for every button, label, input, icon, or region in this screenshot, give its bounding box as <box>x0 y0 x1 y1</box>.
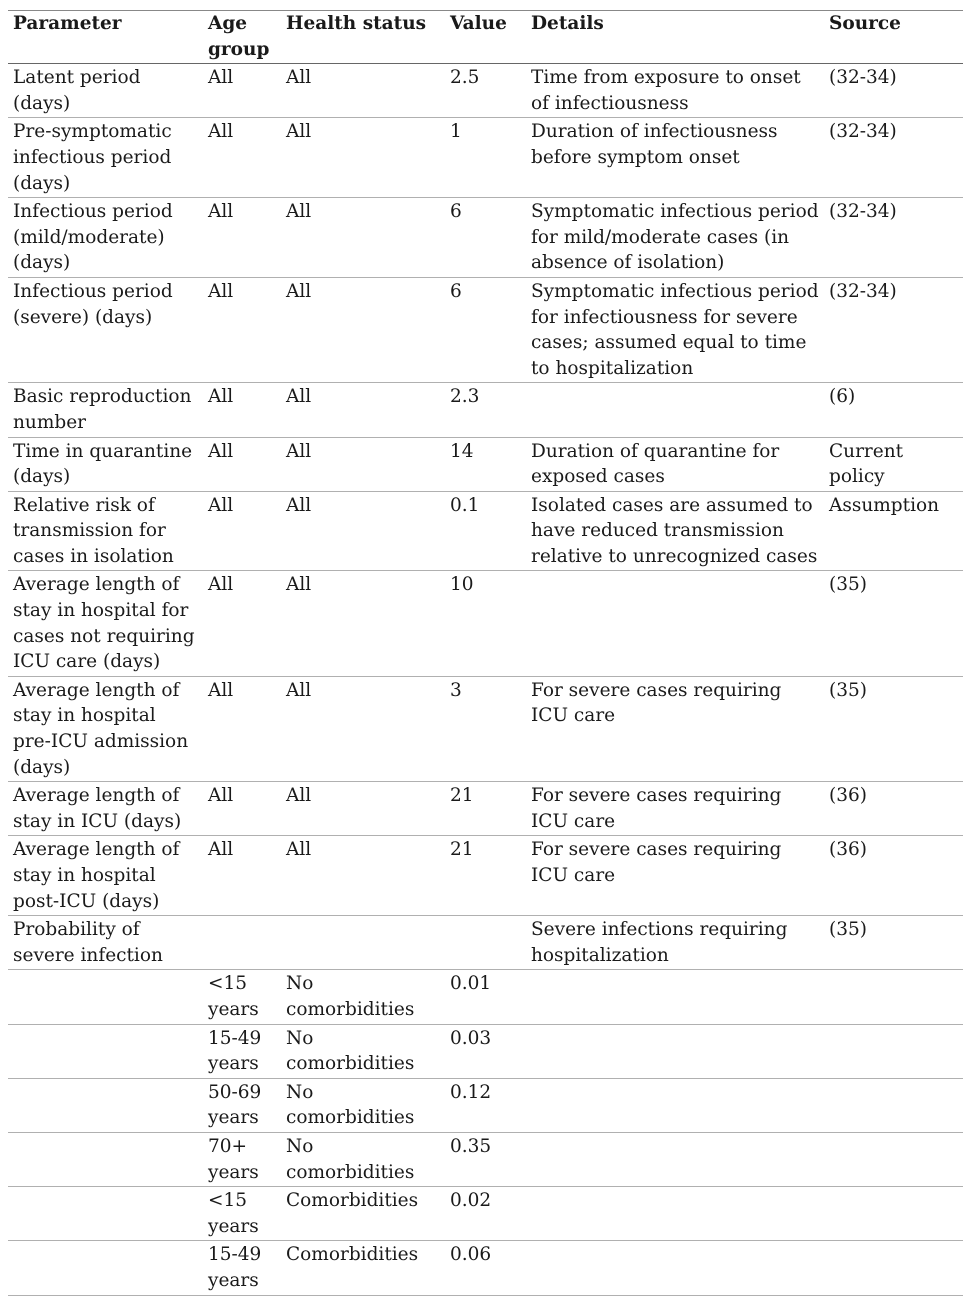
cell-source: (36) <box>829 785 867 807</box>
cell-health-status: All <box>286 839 312 861</box>
header-row <box>8 11 963 64</box>
cell-source: Current policy <box>829 440 904 488</box>
cell-parameter <box>8 1078 203 1132</box>
cell-value: 0.06 <box>450 1244 492 1266</box>
cell-value: 0.02 <box>450 1190 492 1212</box>
cell-details: Severe infections requiring hospitalization <box>531 919 788 966</box>
cell-health-status: All <box>286 121 312 143</box>
cell-value: 2.5 <box>450 67 480 89</box>
table-row <box>8 491 963 571</box>
cell-source <box>824 1078 963 1132</box>
cell-source: (32-34) <box>829 121 897 143</box>
cell-age-group: 15-49 years <box>208 1027 262 1075</box>
cell-parameter: Infectious period (severe) (days) <box>13 280 173 328</box>
cell-age-group: All <box>208 679 234 701</box>
cell-health-status: Comorbidities <box>286 1244 419 1266</box>
table-row <box>8 571 963 676</box>
cell-source: (36) <box>829 839 867 861</box>
cell-source: (6) <box>829 386 856 408</box>
cell-health-status: No comorbidities <box>286 1135 415 1183</box>
cell-health-status: No comorbidities <box>286 973 415 1020</box>
cell-details: For severe cases requiring ICU care <box>531 785 782 832</box>
cell-age-group: All <box>208 440 234 462</box>
table-row <box>8 782 963 836</box>
table-row <box>8 916 963 970</box>
cell-value: 6 <box>450 201 462 223</box>
cell-source <box>824 1187 963 1241</box>
table-row <box>8 383 963 437</box>
cell-parameter: Infectious period (mild/moderate) (days) <box>13 201 173 274</box>
cell-value: 10 <box>450 574 474 596</box>
cell-parameter: Average length of stay in hospital for cases not requiring ICU care (days) <box>13 574 195 673</box>
cell-age-group: All <box>208 386 234 408</box>
cell-source: (32-34) <box>829 280 897 302</box>
cell-details <box>526 571 824 676</box>
cell-health-status: No comorbidities <box>286 1027 415 1075</box>
cell-age-group: <15 years <box>208 1190 259 1237</box>
cell-age-group <box>203 916 281 970</box>
cell-age-group: All <box>208 574 234 596</box>
cell-age-group: All <box>208 785 234 807</box>
cell-parameter <box>8 1024 203 1078</box>
cell-details: Duration of infectiousness before symptom onset <box>531 121 778 168</box>
header-details: Details <box>531 13 604 34</box>
cell-health-status: All <box>286 440 312 462</box>
cell-value: 0.12 <box>450 1081 492 1103</box>
cell-details <box>526 1024 824 1078</box>
table-row <box>8 118 963 198</box>
cell-details <box>526 1132 824 1186</box>
header-source: Source <box>829 13 901 34</box>
cell-parameter: Probability of severe infection <box>13 919 163 966</box>
cell-value: 14 <box>450 440 474 462</box>
cell-age-group: All <box>208 67 234 89</box>
cell-parameter: Latent period (days) <box>13 67 141 114</box>
parameter-table-container <box>8 10 963 1296</box>
cell-details: Time from exposure to onset of infectiousness <box>531 67 801 114</box>
cell-health-status: All <box>286 280 312 302</box>
cell-source: (32-34) <box>829 67 897 89</box>
header-parameter: Parameter <box>13 13 122 34</box>
table-row <box>8 1187 963 1241</box>
cell-source: Assumption <box>829 494 940 516</box>
table-row <box>8 1078 963 1132</box>
table-row <box>8 1241 963 1295</box>
cell-value: 6 <box>450 280 462 302</box>
cell-details: Isolated cases are assumed to have reduced transmission relative to unrecognized cases <box>531 494 818 567</box>
cell-health-status: All <box>286 386 312 408</box>
cell-parameter: Average length of stay in hospital pre-ICU admission (days) <box>13 679 189 778</box>
cell-age-group: All <box>208 494 234 516</box>
cell-value: 1 <box>450 121 462 143</box>
cell-health-status <box>281 916 445 970</box>
cell-source: (32-34) <box>829 201 897 223</box>
cell-details: Symptomatic infectious period for infectiousness for severe cases; assumed equal to time to hospitalization <box>531 280 819 379</box>
cell-age-group: 50-69 years <box>208 1081 262 1129</box>
cell-age-group: 70+ years <box>208 1135 259 1183</box>
header-age-group: Age group <box>208 13 270 60</box>
cell-details <box>526 383 824 437</box>
cell-source: (35) <box>829 574 867 596</box>
cell-parameter: Average length of stay in hospital post-ICU (days) <box>13 839 180 912</box>
cell-details: Duration of quarantine for exposed cases <box>531 440 780 488</box>
cell-health-status: No comorbidities <box>286 1081 415 1129</box>
cell-details: Symptomatic infectious period for mild/moderate cases (in absence of isolation) <box>531 201 819 274</box>
cell-value: 0.1 <box>450 494 480 516</box>
table-row <box>8 437 963 491</box>
cell-parameter <box>8 970 203 1024</box>
cell-value: 2.3 <box>450 386 480 408</box>
cell-source <box>824 1241 963 1295</box>
cell-age-group: All <box>208 121 234 143</box>
cell-details <box>526 1241 824 1295</box>
cell-details: For severe cases requiring ICU care <box>531 679 782 727</box>
table-row <box>8 1024 963 1078</box>
table-row <box>8 970 963 1024</box>
cell-health-status: Comorbidities <box>286 1190 419 1212</box>
header-value: Value <box>450 13 507 34</box>
cell-value: 21 <box>450 785 474 807</box>
cell-parameter: Time in quarantine (days) <box>13 440 193 488</box>
cell-age-group: <15 years <box>208 973 259 1020</box>
parameter-table <box>8 10 963 1296</box>
table-body <box>8 64 963 1295</box>
cell-value: 3 <box>450 679 462 701</box>
cell-parameter: Relative risk of transmission for cases in isolation <box>13 494 174 567</box>
cell-health-status: All <box>286 785 312 807</box>
cell-parameter: Pre-symptomatic infectious period (days) <box>13 121 172 194</box>
cell-source: (35) <box>829 679 867 701</box>
cell-source: (35) <box>829 919 867 941</box>
cell-source <box>824 1132 963 1186</box>
table-row <box>8 1132 963 1186</box>
cell-parameter <box>8 1241 203 1295</box>
table-row <box>8 64 963 118</box>
table-row <box>8 676 963 781</box>
cell-parameter: Basic reproduction number <box>13 386 192 433</box>
cell-source <box>824 1024 963 1078</box>
cell-health-status: All <box>286 201 312 223</box>
cell-parameter <box>8 1187 203 1241</box>
table-row <box>8 836 963 916</box>
cell-source <box>824 970 963 1024</box>
header-health-status: Health status <box>286 13 427 34</box>
table-header <box>8 11 963 64</box>
cell-value: 0.03 <box>450 1027 492 1049</box>
cell-value: 21 <box>450 839 474 861</box>
table-row <box>8 277 963 382</box>
cell-parameter <box>8 1132 203 1186</box>
cell-details: For severe cases requiring ICU care <box>531 839 782 886</box>
cell-health-status: All <box>286 67 312 89</box>
cell-value: 0.01 <box>450 973 492 995</box>
cell-details <box>526 1078 824 1132</box>
cell-age-group: All <box>208 839 234 861</box>
cell-health-status: All <box>286 574 312 596</box>
cell-health-status: All <box>286 679 312 701</box>
cell-age-group: 15-49 years <box>208 1244 262 1291</box>
cell-value: 0.35 <box>450 1135 492 1157</box>
table-row <box>8 198 963 278</box>
cell-health-status: All <box>286 494 312 516</box>
cell-parameter: Average length of stay in ICU (days) <box>13 785 182 832</box>
cell-age-group: All <box>208 201 234 223</box>
cell-details <box>526 1187 824 1241</box>
cell-age-group: All <box>208 280 234 302</box>
cell-value <box>445 916 526 970</box>
cell-details <box>526 970 824 1024</box>
